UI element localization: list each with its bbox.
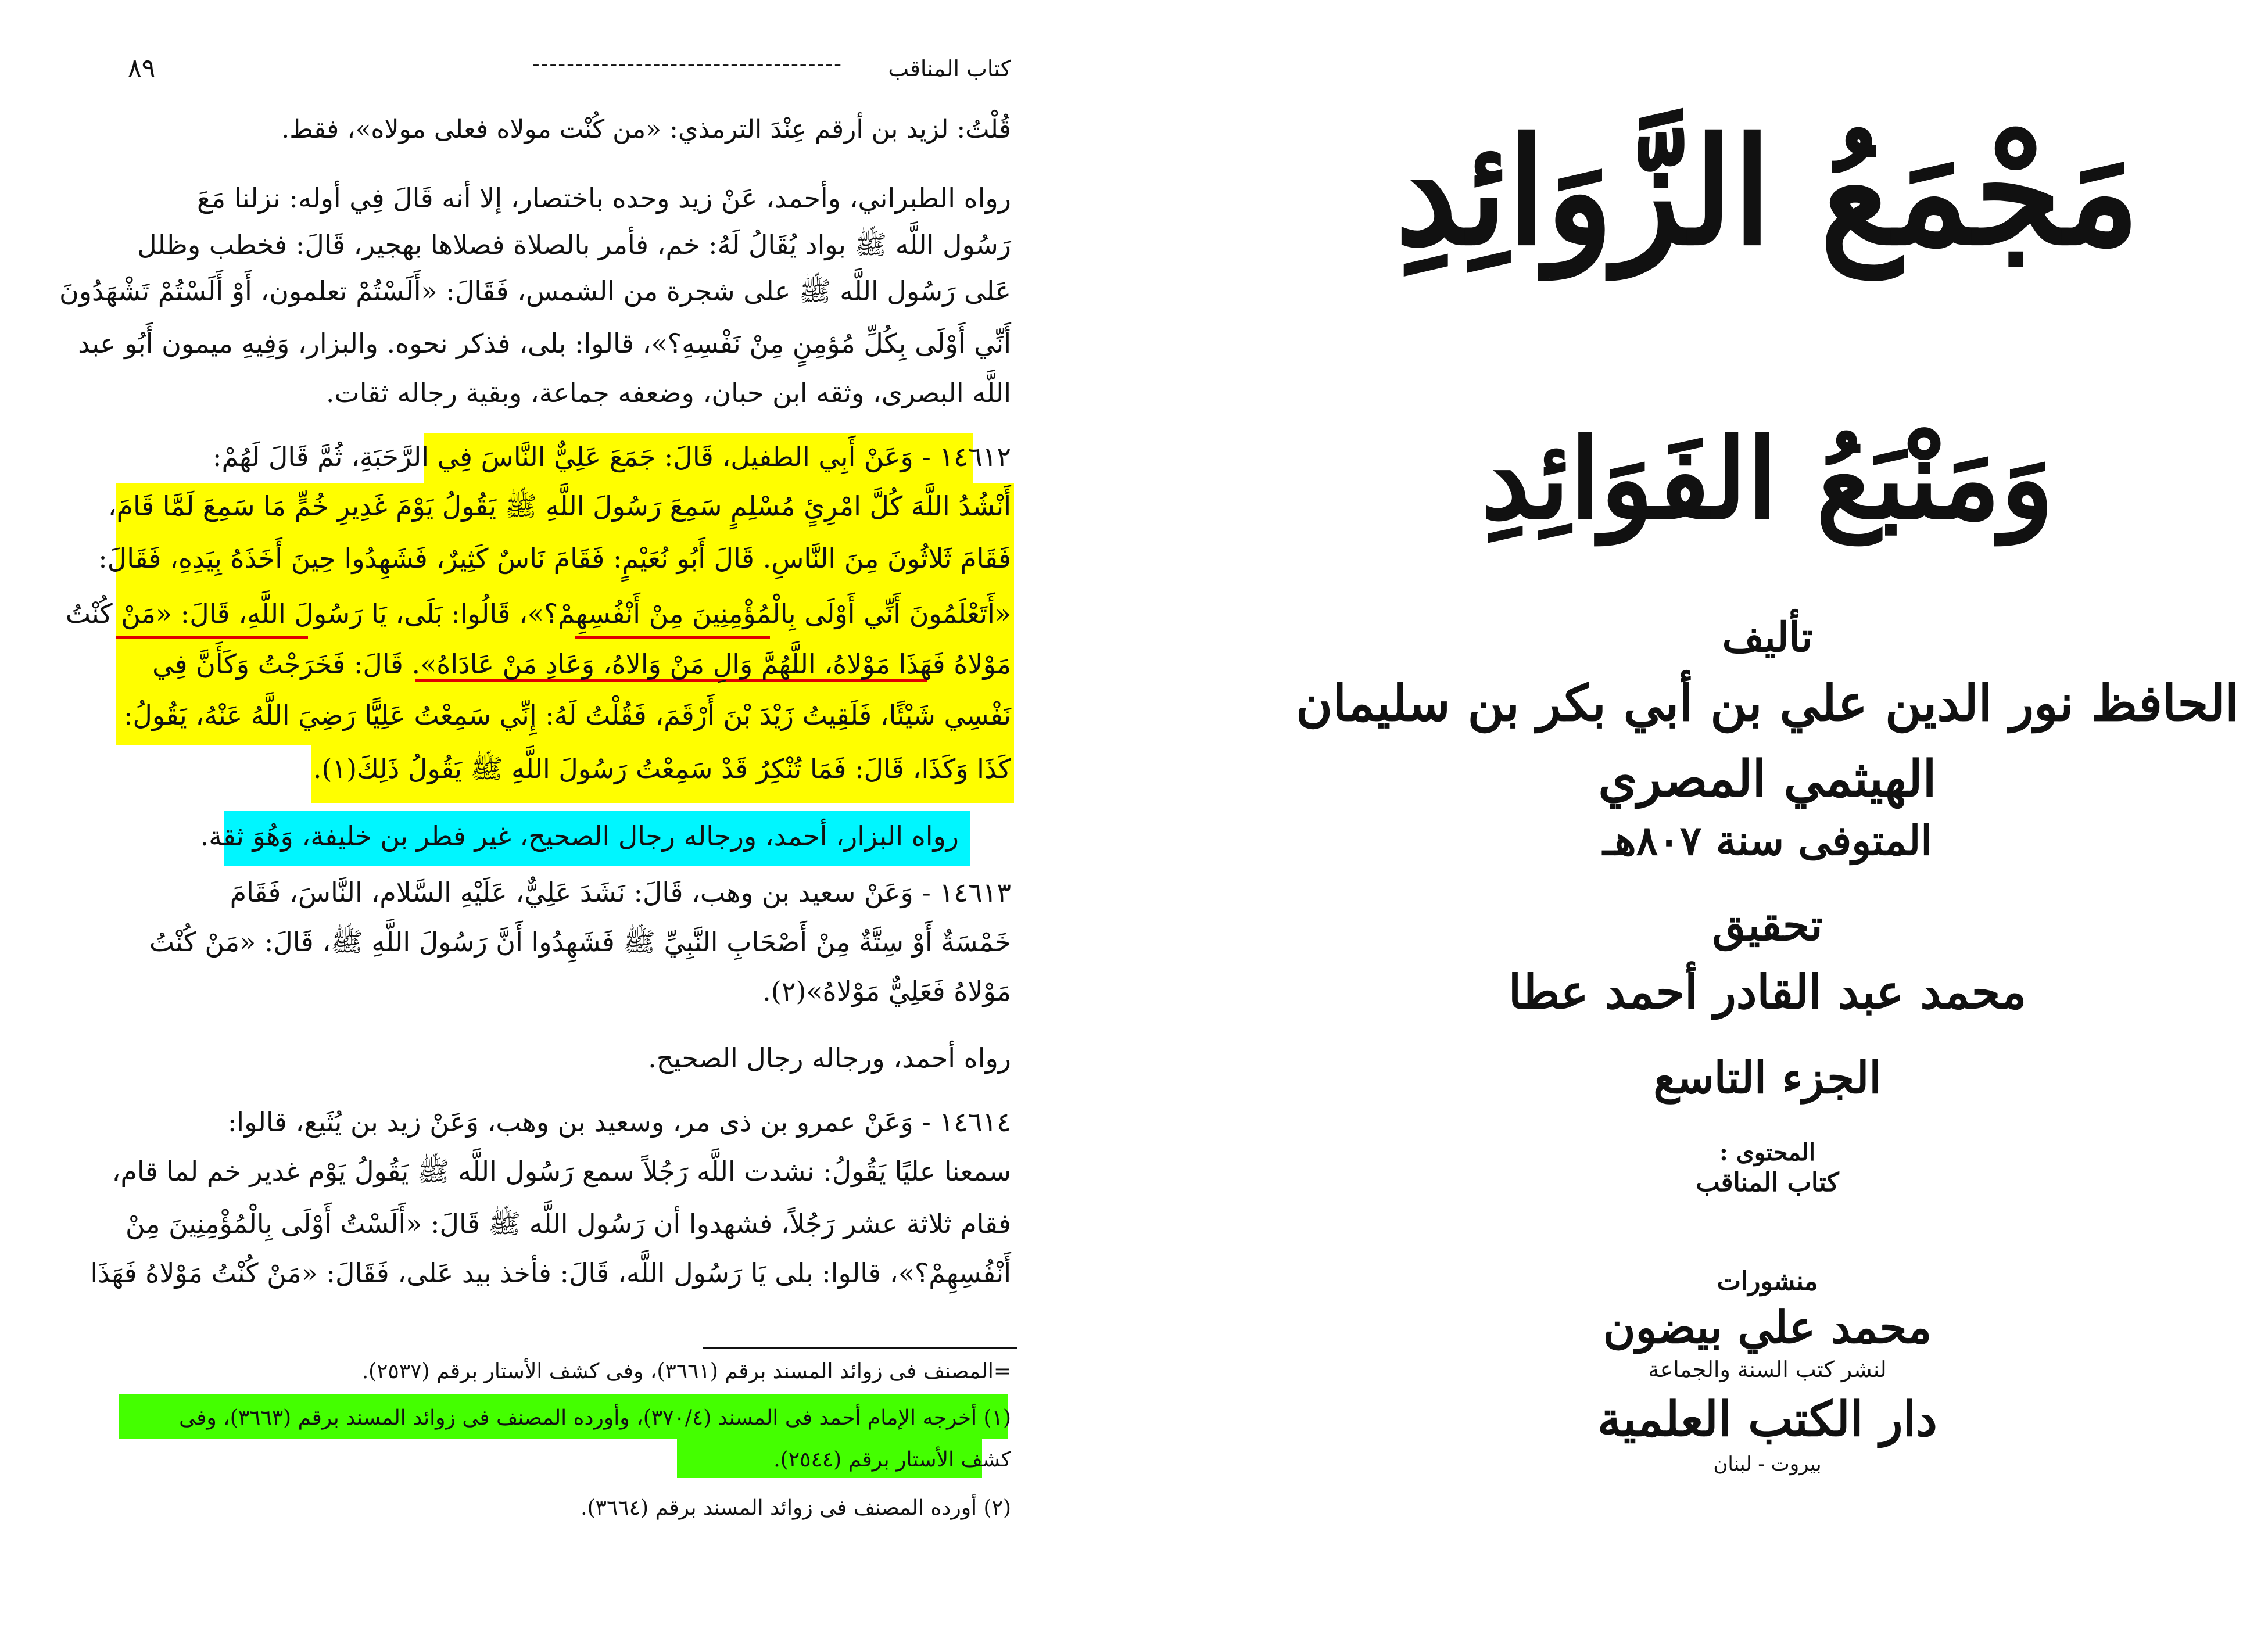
contents-label: المحتوى : bbox=[1719, 1139, 1815, 1166]
text-line: أَنْفُسِهِمْ؟»، قالوا: بلى يَا رَسُول اللَّه، قَالَ: فأخذ بيد عَلى، فَقَالَ: «مَنْ كُنْتُ مَوْلاهُ فَهَذَا bbox=[90, 1257, 1011, 1289]
publisher-tagline: لنشر كتب السنة والجماعة bbox=[1648, 1357, 1887, 1382]
text-line: رواه البزار، أحمد، ورجاله رجال الصحيح، غير فطر بن خليفة، وَهُوَ ثقة. bbox=[200, 820, 959, 852]
text-line: اللَّه البصرى، وثقه ابن حبان، وضعفه جماعة، وبقية رجاله ثقات. bbox=[325, 377, 1011, 408]
text-line: «أَتَعْلَمُونَ أَنِّي أَوْلَى بِالْمُؤْمِنِينَ مِنْ أَنْفُسِهِمْ؟»، قَالُوا: بَلَى، يَا رَسُولَ اللَّهِ، قَالَ: «مَنْ كُنْتُ bbox=[65, 598, 1011, 629]
author-death-year: المتوفى سنة ٨٠٧هـ bbox=[1603, 816, 1932, 865]
page-number: ٨٩ bbox=[128, 53, 156, 83]
text-line: فقام ثلاثة عشر رَجُلاً، فشهدوا أن رَسُول اللَّه ﷺ قَالَ: «أَلَسْتُ أَوْلَى بِالْمُؤْمِنِينَ مِنْ bbox=[125, 1208, 1011, 1239]
text-line: خَمْسَةٌ أَوْ سِتَّةٌ مِنْ أَصْحَابِ النَّبِيِّ ﷺ فَشَهِدُوا أَنَّ رَسُولَ اللَّهِ ﷺ، قَالَ: «مَنْ كُنْتُ bbox=[149, 926, 1011, 958]
footnote-line: (١) أخرجه الإمام أحمد فى المسند (٣٧٠/٤)، وأورده المصنف فى زوائد المسند برقم (٣٦٦٣)، وفى bbox=[179, 1406, 1011, 1430]
text-line: سمعنا عليًا يَقُولُ: نشدت اللَّه رَجُلاً سمع رَسُول اللَّه ﷺ يَقُولُ يَوْم غدير خم لما قام، bbox=[112, 1156, 1011, 1187]
author-nisba: الهيثمي المصري bbox=[1598, 750, 1937, 808]
book-subtitle: وَمَنْبَعُ الفَوَائِدِ bbox=[1481, 414, 2054, 544]
text-line: نَفْسِي شَيْئًا، فَلَقِيتُ زَيْدَ بْنَ أَرْقَمَ، فَقُلْتُ لَهُ: إِنِّي سَمِعْتُ عَلِيًّا رَضِيَ اللَّهُ عَنْهُ، يَقُولُ: bbox=[123, 700, 1011, 731]
talif-label: تأليف bbox=[1722, 613, 1813, 661]
text-line: قُلْتُ: لزيد بن أرقم عِنْدَ الترمذي: «من كُنْت مولاه فعلى مولاه»، فقط. bbox=[281, 114, 1011, 144]
left-page bbox=[0, 0, 1063, 1628]
text-line: رَسُول اللَّه ﷺ بواد يُقَالُ لَهُ: خم، فأمر بالصلاة فصلاها بهجير، قَالَ: فخطب وظلل bbox=[137, 229, 1011, 260]
footnote-line: =المصنف فى زوائد المسند برقم (٣٦٦١)، وفى كشف الأستار برقم (٢٥٣٧). bbox=[361, 1360, 1011, 1383]
text-line: رواه أحمد، ورجاله رجال الصحيح. bbox=[648, 1042, 1011, 1074]
text-line: مَوْلاهُ فَعَلِيٌّ مَوْلاهُ»(٢). bbox=[762, 976, 1011, 1007]
footnotes bbox=[116, 0, 1011, 1628]
footnote-line: كشف الأستار برقم (٢٥٤٤). bbox=[773, 1448, 1011, 1472]
text-line: ١٤٦١٣ - وَعَنْ سعيد بن وهب، قَالَ: نَشَدَ عَلِيٌّ، عَلَيْهِ السَّلام، النَّاسَ، فَقَامَ bbox=[230, 877, 1011, 908]
text-line: مَوْلاهُ فَهَذَا مَوْلاهُ، اللَّهُمَّ وَالِ مَنْ وَالاهُ، وَعَادِ مَنْ عَادَاهُ». قَالَ: فَخَرَجْتُ وَكَأَنَّ فِي bbox=[152, 648, 1011, 680]
book-title: مَجْمَعُ الزَّوَائِدِ bbox=[1395, 105, 2140, 278]
text-line: رواه الطبراني، وأحمد، عَنْ زيد وحده باختصار، إلا أنه قَالَ فِي أوله: نزلنا مَعَ bbox=[196, 182, 1011, 214]
header-title: كتاب المناقب bbox=[888, 56, 1011, 81]
publisher-place: بيروت - لبنان bbox=[1713, 1453, 1822, 1476]
text-line: أَنِّي أَوْلَى بِكُلِّ مُؤمِنٍ مِنْ نَفْسِهِ؟»، قالوا: بلى، فذكر نحوه. والبزار، وَفِيهِ ميمون أَبُو عبد bbox=[78, 328, 1011, 359]
manshurat-label: منشورات bbox=[1717, 1267, 1818, 1296]
header-rule: ------------------------------------ bbox=[532, 51, 843, 77]
text-line: فَقَامَ ثَلاثُونَ مِنَ النَّاسِ. قَالَ أَبُو نُعَيْمٍ: فَقَامَ نَاسٌ كَثِيرٌ، فَشَهِدُوا حِينَ أَخَذَهُ بِيَدِهِ، فَقَالَ: bbox=[98, 543, 1011, 574]
editor-name: محمد عبد القادر أحمد عطا bbox=[1508, 964, 2027, 1019]
tahqiq-label: تحقيق bbox=[1712, 901, 1823, 951]
title-page bbox=[1267, 0, 2268, 1628]
press-name: دار الكتب العلمية bbox=[1597, 1392, 1937, 1447]
text-line: ١٤٦١٢ - وَعَنْ أَبِي الطفيل، قَالَ: جَمَعَ عَلِيٌّ النَّاسَ فِي الرَّحَبَةِ، ثُمَّ قَالَ لَهُمْ: bbox=[213, 441, 1011, 472]
contents-value: كتاب المناقب bbox=[1696, 1168, 1839, 1197]
text-line: أَنْشُدُ اللَّهَ كُلَّ امْرِئٍ مُسْلِمٍ سَمِعَ رَسُولَ اللَّهِ ﷺ يَقُولُ يَوْمَ غَدِيرِ خُمٍّ مَا سَمِعَ لَمَّا قَامَ، bbox=[108, 490, 1011, 522]
text-line: عَلى رَسُول اللَّه ﷺ على شجرة من الشمس، فَقَالَ: «أَلَسْتُمْ تعلمون، أَوْ أَلَسْتُمْ تَشْهَدُونَ bbox=[59, 275, 1011, 307]
text-line: كَذَا وَكَذَا، قَالَ: فَمَا تُنْكِرُ قَدْ سَمِعْتُ رَسُولَ اللَّهِ ﷺ يَقُولُ ذَلِكَ(١). bbox=[313, 753, 1011, 784]
text-line: ١٤٦١٤ - وَعَنْ عمرو بن ذى مر، وسعيد بن وهب، وَعَنْ زيد بن يُثَيع، قالوا: bbox=[227, 1106, 1011, 1138]
volume-label: الجزء التاسع bbox=[1653, 1052, 1882, 1103]
author-name: الحافظ نور الدين علي بن أبي بكر بن سليمان bbox=[1296, 674, 2239, 733]
publisher-name: محمد علي بيضون bbox=[1603, 1301, 1932, 1353]
footnote-line: (٢) أورده المصنف فى زوائد المسند برقم (٣٦٦٤). bbox=[581, 1496, 1011, 1520]
